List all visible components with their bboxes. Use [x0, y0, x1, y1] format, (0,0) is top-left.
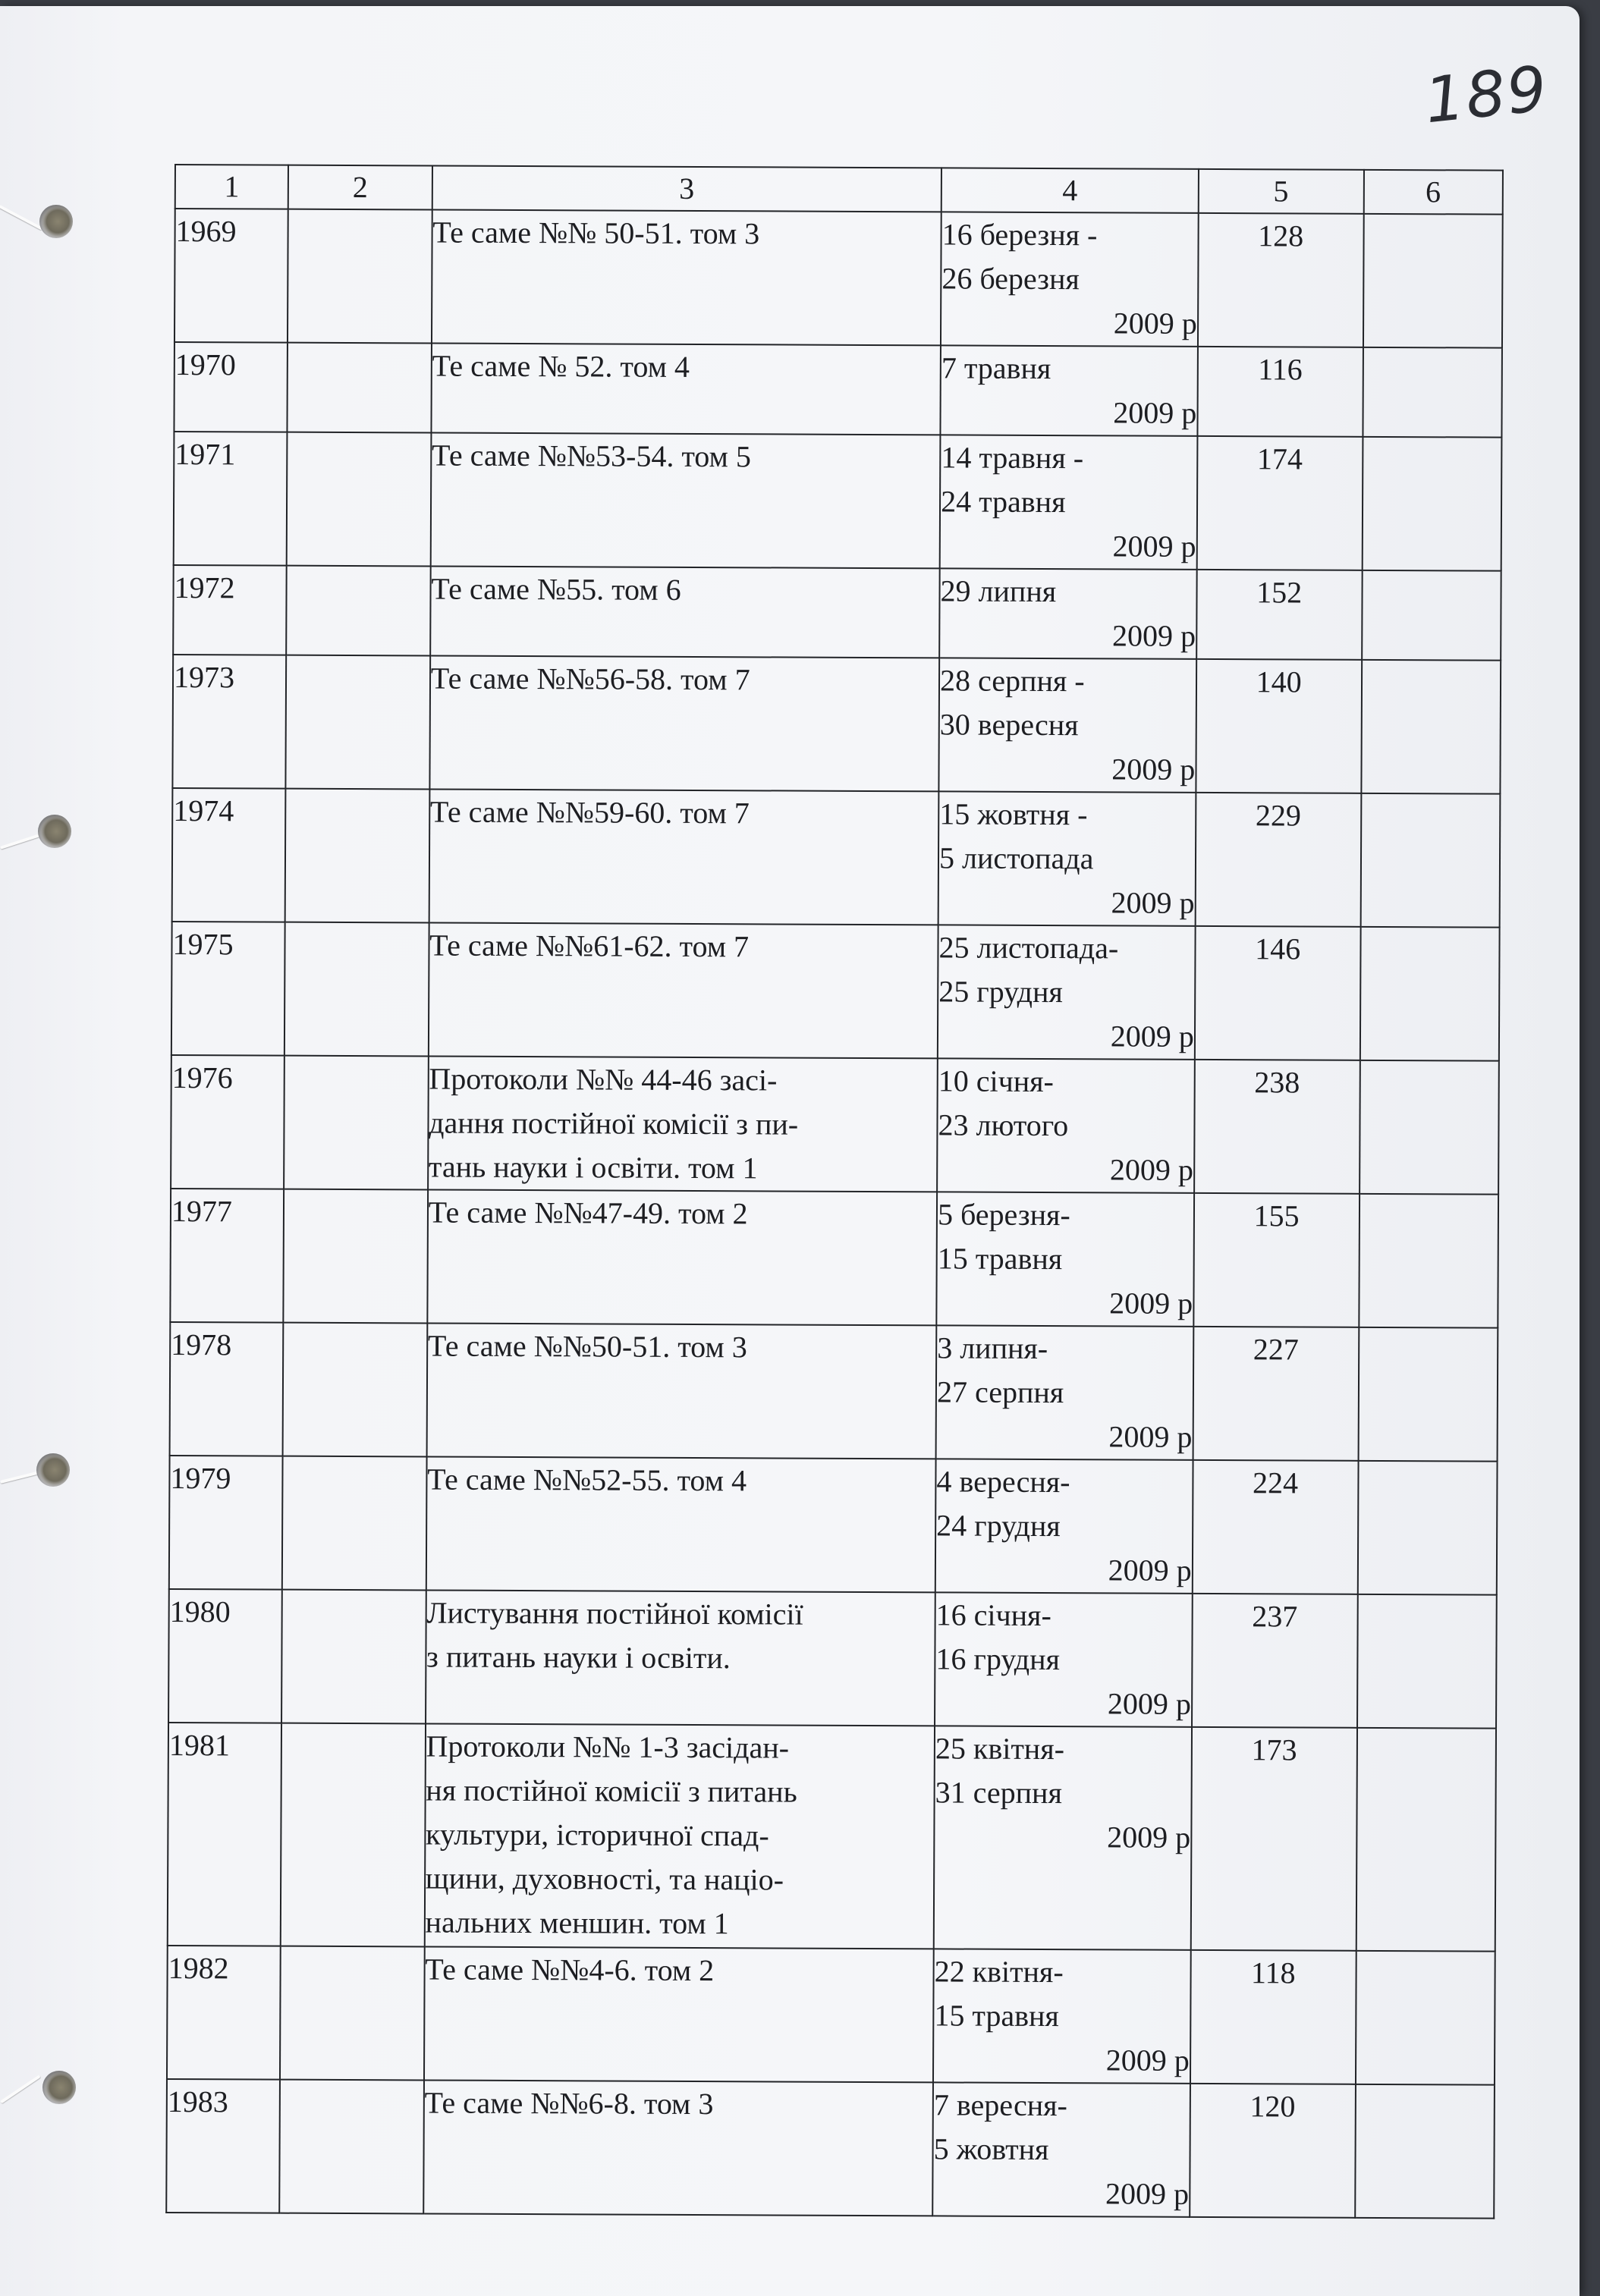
case-title-cell [429, 789, 938, 925]
date-year: 2009 р [1108, 1419, 1193, 1454]
table-row [174, 342, 1501, 438]
notes-cell [1358, 1327, 1498, 1462]
binding-hole-icon [42, 2071, 76, 2104]
date-year: 2009 р [1105, 2176, 1190, 2211]
index-cell [285, 789, 429, 923]
date-line: 4 вересня- [936, 1464, 1070, 1500]
date-line: 15 травня [934, 1998, 1059, 2034]
case-title-line: культури, історичної спад- [426, 1817, 769, 1853]
case-title-cell [423, 2080, 933, 2216]
date-line: 30 вересня [939, 707, 1079, 743]
case-title-line: дання постійної комісії з пи- [429, 1105, 799, 1142]
case-title-line: Те саме № 52. том 4 [432, 348, 690, 384]
date-line: 22 квітня- [934, 1954, 1064, 1990]
table-row [171, 1055, 1499, 1195]
case-number-cell: 1977 [170, 1189, 284, 1323]
notes-cell [1363, 214, 1502, 348]
date-range-cell [935, 1459, 1193, 1593]
date-line: 27 серпня [936, 1374, 1064, 1410]
sheet-count-cell: 174 [1196, 436, 1363, 570]
column-header: 2 [288, 165, 432, 210]
case-number-cell: 1969 [174, 209, 288, 343]
case-title-line: Листування постійної комісії [426, 1595, 803, 1632]
case-title-cell [426, 1323, 936, 1459]
date-line: 24 травня [941, 484, 1066, 520]
date-year: 2009 р [1107, 1686, 1192, 1721]
notes-cell [1355, 1951, 1495, 2085]
date-year: 2009 р [1108, 1553, 1192, 1588]
case-title-cell [431, 343, 941, 435]
table-row [167, 1946, 1495, 2085]
date-line: 25 листопада- [938, 930, 1119, 966]
case-title-line: Те саме №№56-58. том 7 [430, 661, 750, 697]
binding-hole-icon [39, 205, 73, 238]
index-cell [279, 2080, 423, 2214]
binding-hole-icon [36, 1453, 70, 1487]
column-header: 1 [175, 165, 288, 209]
index-cell [281, 1723, 426, 1947]
case-title-line: Те саме №№52-55. том 4 [427, 1462, 747, 1498]
date-range-cell [933, 1949, 1190, 2083]
date-range-cell [938, 791, 1196, 925]
date-line: 3 липня- [937, 1330, 1048, 1366]
case-number-cell: 1981 [168, 1723, 281, 1946]
date-line: 25 грудня [938, 974, 1063, 1010]
sheet-count-cell: 128 [1198, 213, 1364, 347]
case-title-cell [429, 922, 938, 1058]
case-title-cell [427, 1189, 937, 1325]
sheet-count-cell: 155 [1193, 1193, 1360, 1327]
date-year: 2009 р [1109, 1286, 1193, 1321]
table-row [173, 565, 1501, 661]
date-line: 16 березня - [941, 217, 1098, 253]
case-title-line: ня постійної комісії з питань [426, 1773, 797, 1809]
table-row [170, 1189, 1498, 1328]
binding-string [0, 205, 43, 231]
case-title-cell [426, 1456, 936, 1592]
index-cell [280, 1946, 424, 2081]
date-line: 28 серпня - [940, 663, 1085, 699]
date-year: 2009 р [1110, 1019, 1194, 1054]
date-line: 7 травня [941, 350, 1051, 386]
date-range-cell [934, 1726, 1192, 1949]
case-title-line: Те саме №№47-49. том 2 [428, 1195, 748, 1231]
date-line: 10 січня- [938, 1063, 1055, 1099]
case-number-cell: 1972 [173, 565, 287, 655]
binding-hole-icon [38, 815, 71, 848]
notes-cell [1362, 570, 1501, 661]
sheet-count-cell: 120 [1190, 2084, 1356, 2218]
date-line: 5 жовтня [933, 2131, 1049, 2167]
notes-cell [1357, 1594, 1497, 1729]
case-title-line: Те саме №№59-60. том 7 [429, 794, 750, 831]
case-title-line: Те саме №№4-6. том 2 [425, 1952, 715, 1988]
sheet-count-cell: 173 [1191, 1727, 1357, 1951]
table-row [174, 209, 1503, 348]
notes-cell [1355, 2084, 1495, 2219]
date-line: 16 січня- [935, 1597, 1051, 1633]
date-year: 2009 р [1111, 885, 1195, 920]
date-year: 2009 р [1109, 1152, 1194, 1187]
date-line: 14 травня - [941, 440, 1084, 476]
sheet-count-cell: 146 [1195, 926, 1361, 1060]
notes-cell [1360, 793, 1500, 928]
case-title-cell [428, 1056, 938, 1192]
column-header: 5 [1198, 169, 1363, 214]
notes-cell [1360, 1060, 1499, 1195]
date-range-cell [940, 435, 1197, 569]
index-cell [284, 1056, 428, 1190]
case-title-line: Протоколи №№ 44-46 засі- [429, 1061, 778, 1098]
date-line: 25 квітня- [935, 1731, 1065, 1767]
index-cell [288, 343, 432, 433]
notes-cell [1362, 437, 1501, 571]
date-range-cell [938, 658, 1196, 792]
case-title-line: з питань науки і освіти. [426, 1639, 731, 1676]
date-line: 26 березня [941, 261, 1080, 297]
case-number-cell: 1976 [171, 1055, 284, 1189]
sheet-count-cell: 152 [1196, 570, 1362, 660]
archive-register-table [165, 164, 1504, 2219]
date-year: 2009 р [1107, 1820, 1191, 1855]
notes-cell [1363, 347, 1502, 438]
date-line: 24 грудня [936, 1508, 1061, 1544]
case-title-line: тань науки і освіти. том 1 [428, 1149, 758, 1186]
index-cell [287, 432, 431, 567]
case-number-cell: 1979 [169, 1456, 283, 1590]
index-cell [281, 1590, 426, 1724]
date-range-cell [938, 925, 1195, 1059]
handwritten-page-number: 189 [1421, 52, 1552, 138]
date-year: 2009 р [1113, 306, 1197, 341]
table-row [170, 1322, 1498, 1462]
case-title-cell [424, 1946, 934, 2082]
index-cell [284, 922, 429, 1057]
column-header: 3 [432, 165, 941, 212]
date-line: 29 липня [940, 573, 1057, 609]
date-range-cell [932, 2082, 1190, 2216]
binding-string [0, 2075, 41, 2103]
sheet-count-cell: 238 [1194, 1060, 1360, 1194]
sheet-count-cell: 224 [1193, 1460, 1359, 1594]
document-page [0, 6, 1580, 2296]
date-line: 7 вересня- [933, 2087, 1068, 2123]
date-year: 2009 р [1105, 2043, 1190, 2078]
date-line: 15 травня [937, 1241, 1063, 1277]
index-cell [284, 1189, 428, 1324]
column-header: 4 [941, 168, 1199, 212]
table-row [168, 1723, 1496, 1952]
table-row [174, 432, 1502, 571]
case-title-line: Протоколи №№ 1-3 засідан- [426, 1729, 790, 1765]
index-cell [283, 1323, 427, 1457]
index-cell [286, 566, 430, 656]
table-row [168, 1589, 1497, 1729]
date-range-cell [935, 1592, 1192, 1726]
sheet-count-cell: 227 [1193, 1327, 1359, 1461]
date-year: 2009 р [1111, 618, 1196, 653]
index-cell [282, 1456, 426, 1591]
sheet-count-cell: 118 [1190, 1950, 1356, 2084]
date-range-cell [939, 568, 1196, 658]
notes-cell [1361, 660, 1501, 794]
index-cell [286, 655, 430, 790]
case-title-cell [430, 566, 940, 658]
case-number-cell: 1974 [172, 788, 286, 922]
case-title-line: Те саме №№ 50-51. том 3 [432, 215, 760, 251]
case-number-cell: 1978 [170, 1322, 284, 1456]
date-range-cell [936, 1325, 1193, 1459]
notes-cell [1357, 1461, 1497, 1595]
case-number-cell: 1983 [166, 2079, 280, 2213]
case-title-cell [429, 655, 939, 791]
case-title-line: щини, духовності, та націо- [425, 1861, 784, 1897]
sheet-count-cell: 229 [1195, 793, 1361, 927]
case-title-cell [424, 1723, 935, 1949]
table-row [172, 655, 1501, 794]
date-line: 5 листопада [938, 840, 1094, 876]
date-line: 23 лютого [938, 1107, 1069, 1143]
case-title-line: Те саме №№61-62. том 7 [429, 928, 750, 964]
table-header-row [175, 165, 1503, 215]
notes-cell [1360, 927, 1499, 1061]
case-number-cell: 1971 [174, 432, 288, 566]
table-row [172, 788, 1501, 928]
case-number-cell: 1982 [167, 1946, 281, 2080]
column-header: 6 [1363, 170, 1503, 215]
date-range-cell [936, 1192, 1193, 1326]
case-number-cell: 1973 [172, 655, 286, 789]
date-range-cell [937, 1058, 1194, 1192]
index-cell [288, 209, 432, 344]
sheet-count-cell: 140 [1196, 659, 1362, 793]
notes-cell [1356, 1728, 1496, 1952]
case-title-line: нальних меншин. том 1 [425, 1905, 729, 1941]
date-year: 2009 р [1111, 752, 1196, 787]
case-title-line: Те саме №№53-54. том 5 [431, 438, 752, 474]
case-title-cell [426, 1590, 935, 1726]
case-title-line: Те саме №№6-8. том 3 [424, 2085, 714, 2122]
table-row [171, 922, 1500, 1061]
date-line: 16 грудня [935, 1641, 1061, 1677]
notes-cell [1359, 1194, 1498, 1328]
case-title-line: Те саме №55. том 6 [431, 571, 681, 607]
table-row [166, 2079, 1495, 2219]
case-number-cell: 1975 [171, 922, 285, 1056]
date-range-cell [941, 212, 1198, 346]
date-line: 15 жовтня - [939, 796, 1088, 832]
date-year: 2009 р [1112, 529, 1196, 564]
case-title-cell [430, 432, 940, 568]
sheet-count-cell: 237 [1192, 1594, 1358, 1728]
table-row [169, 1456, 1498, 1595]
date-range-cell [941, 345, 1198, 435]
case-title-cell [432, 209, 941, 345]
date-year: 2009 р [1113, 395, 1197, 430]
date-line: 31 серпня [935, 1775, 1063, 1811]
sheet-count-cell: 116 [1197, 347, 1363, 437]
case-number-cell: 1970 [174, 342, 288, 432]
case-title-line: Те саме №№50-51. том 3 [427, 1328, 747, 1365]
case-number-cell: 1980 [168, 1589, 282, 1723]
date-line: 5 березня- [937, 1197, 1070, 1233]
